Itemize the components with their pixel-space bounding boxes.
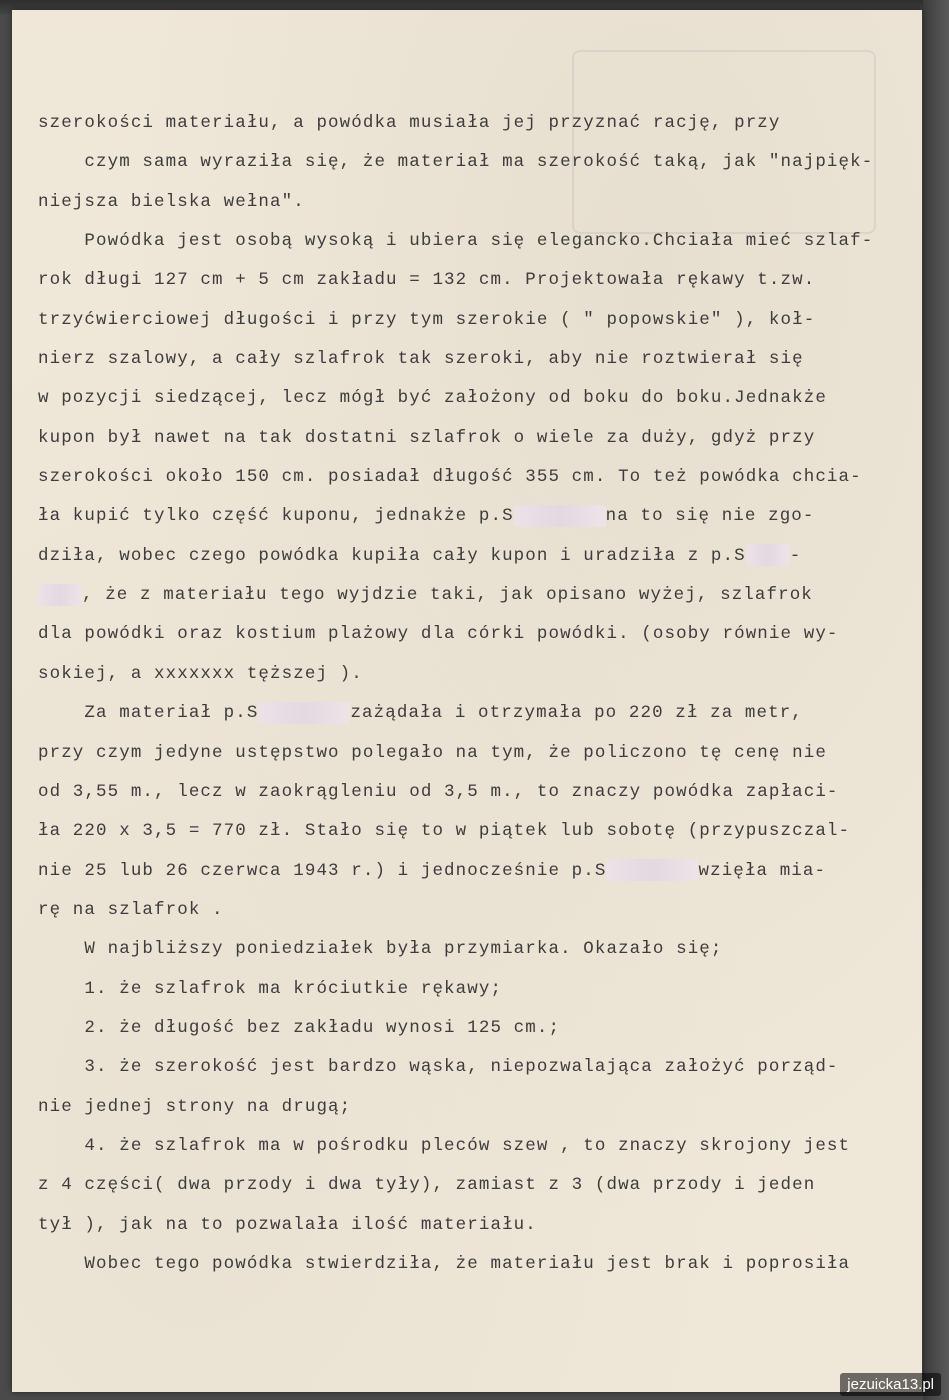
text-line-content: sokiej, a xxxxxxx tęższej ). <box>38 663 363 684</box>
text-line <box>38 537 898 576</box>
text-line <box>38 930 898 969</box>
text-line <box>38 340 898 379</box>
text-line <box>38 1245 898 1284</box>
text-line <box>38 379 898 418</box>
text-line <box>38 419 898 458</box>
site-watermark: jezuicka13.pl <box>840 1373 941 1396</box>
text-line-content: rok długi 127 cm + 5 cm zakładu = 132 cm. Projektowała rękawy t.zw. <box>38 270 816 291</box>
text-line <box>38 891 898 930</box>
scan-right-edge <box>923 0 949 1400</box>
text-line <box>38 1048 898 1087</box>
text-line-content: trzyćwierciowej długości i przy tym szerokie ( " popowskie" ), koł- <box>38 309 816 330</box>
text-line <box>38 852 898 891</box>
text-line <box>38 301 898 340</box>
text-line-content: ła 220 x 3,5 = 770 zł. Stało się to w piątek lub sobotę (przypuszczal- <box>38 821 851 842</box>
text-line-content: wzięła mia- <box>698 860 827 881</box>
text-line-content: Za materiał p.S <box>38 703 259 724</box>
redaction-block <box>514 505 606 527</box>
redaction-block <box>258 702 350 724</box>
text-line <box>38 458 898 497</box>
text-line <box>38 1009 898 1048</box>
text-line <box>38 694 898 733</box>
text-line <box>38 183 898 222</box>
text-line-content: - <box>789 545 802 566</box>
text-line-content: ła kupić tylko część kuponu, jednakże p.S <box>38 506 514 527</box>
text-line-content: nierz szalowy, a cały szlafrok tak szeroki, aby nie roztwierał się <box>38 349 804 370</box>
redaction-block <box>38 584 82 606</box>
text-line <box>38 576 898 615</box>
text-line <box>38 1206 898 1245</box>
document-page <box>12 10 922 1392</box>
text-line <box>38 104 898 143</box>
text-line-content: dziła, wobec czego powódka kupiła cały kupon i uradziła z p.S <box>38 545 746 566</box>
text-line <box>38 734 898 773</box>
redaction-block <box>606 859 698 881</box>
text-line-content: zażądała i otrzymała po 220 zł za metr, <box>350 703 803 724</box>
typed-text-block <box>38 104 898 1284</box>
text-line-content: przy czym jedyne ustępstwo polegało na tym, że policzono tę cenę nie <box>38 742 827 763</box>
text-line-content: 3. że szerokość jest bardzo wąska, niepozwalająca założyć porząd- <box>38 1057 839 1078</box>
text-line <box>38 261 898 300</box>
text-line-content: 4. że szlafrok ma w pośrodku pleców szew , to znaczy skrojony jest <box>38 1135 851 1156</box>
text-line-content: dla powódki oraz kostium plażowy dla córki powódki. (osoby równie wy- <box>38 624 839 645</box>
text-line-content: nie jednej strony na drugą; <box>38 1096 352 1117</box>
text-line <box>38 655 898 694</box>
text-line-content: od 3,55 m., lecz w zaokrągleniu od 3,5 m., to znaczy powódka zapłaci- <box>38 781 839 802</box>
text-line-content: kupon był nawet na tak dostatni szlafrok o wiele za duży, gdyż przy <box>38 427 816 448</box>
text-line <box>38 1166 898 1205</box>
text-line-content: 1. że szlafrok ma króciutkie rękawy; <box>38 978 503 999</box>
text-line <box>38 143 898 182</box>
text-line-content: niejsza bielska wełna". <box>38 191 305 212</box>
text-line-content: 2. że długość bez zakładu wynosi 125 cm.; <box>38 1017 561 1038</box>
text-line <box>38 497 898 536</box>
text-line-content: Powódka jest osobą wysoką i ubiera się elegancko.Chciała mieć szlaf- <box>38 231 874 252</box>
text-line-content: na to się nie zgo- <box>605 506 815 527</box>
text-line <box>38 773 898 812</box>
text-line-content: W najbliższy poniedziałek była przymiarka. Okazało się; <box>38 939 723 960</box>
text-line <box>38 1088 898 1127</box>
text-line <box>38 812 898 851</box>
text-line <box>38 1127 898 1166</box>
text-line-content: szerokości materiału, a powódka musiała jej przyznać rację, przy <box>38 113 781 133</box>
redaction-block <box>746 544 790 566</box>
text-line-content: nie 25 lub 26 czerwca 1943 r.) i jednocześnie p.S <box>38 860 607 881</box>
text-line-content: tył ), jak na to pozwalała ilość materiału. <box>38 1214 537 1235</box>
text-line <box>38 222 898 261</box>
text-line-content: z 4 części( dwa przody i dwa tyły), zamiast z 3 (dwa przody i jeden <box>38 1175 816 1196</box>
text-line-content: czym sama wyraziła się, że materiał ma szerokość taką, jak "najpięk- <box>38 152 874 173</box>
text-line-content: szerokości około 150 cm. posiadał długość 355 cm. To też powódka chcia- <box>38 467 862 488</box>
text-line <box>38 970 898 1009</box>
text-line-content: Wobec tego powódka stwierdziła, że materiału jest brak i poprosiła <box>38 1253 851 1274</box>
text-line-content: rę na szlafrok . <box>38 899 224 920</box>
text-line <box>38 615 898 654</box>
text-line-content: , że z materiału tego wyjdzie taki, jak opisano wyżej, szlafrok <box>82 585 813 606</box>
text-line-content: w pozycji siedzącej, lecz mógł być założony od boku do boku.Jednakże <box>38 388 827 409</box>
